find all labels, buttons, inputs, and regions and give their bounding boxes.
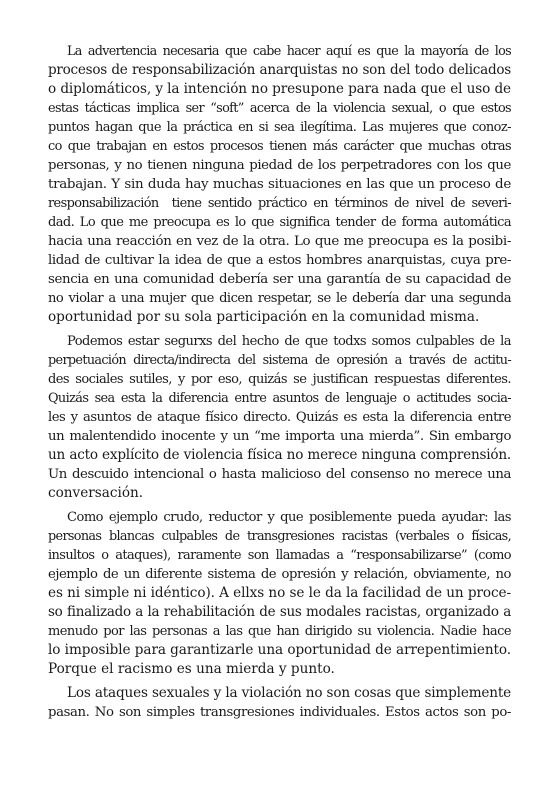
text-line: responsabilización tiene sentido práctico en términos de nivel de severi- xyxy=(48,196,511,211)
text-line: les y asuntos de ataque físico directo. Quizás es esta la diferencia entre xyxy=(48,410,511,425)
body-text xyxy=(48,42,511,722)
text-line: trabajan. Y sin duda hay muchas situaciones en las que un proceso de xyxy=(48,177,511,192)
text-line: un malentendido inocente y un “me importa una mierda”. Sin embargo xyxy=(48,429,511,444)
text-line: conversación. xyxy=(48,485,144,501)
text-line: puntos hagan que la práctica en si sea ilegítima. Las mujeres que conoz- xyxy=(48,120,511,135)
paragraph xyxy=(48,332,511,503)
text-line: des sociales sutiles, y por eso, quizás se justifican respuestas diferentes. xyxy=(48,372,511,387)
text-line: Podemos estar segurxs del hecho de que todxs somos culpables de la xyxy=(67,334,511,349)
text-line: Porque el racismo es una mierda y punto. xyxy=(48,661,335,677)
text-line: lo imposible para garantizarle una oportunidad de arrepentimiento. xyxy=(48,642,511,658)
text-line: no violar a una mujer que dicen respetar, se le debería dar una segunda xyxy=(48,291,511,306)
text-line: co que trabajan en estos procesos tienen más carácter que muchas otras xyxy=(48,139,511,154)
text-line: dad. Lo que me preocupa es lo que significa tender de forma automática xyxy=(48,215,511,230)
text-line: menudo por las personas a las que han dirigido su violencia. Nadie hace xyxy=(48,624,511,639)
text-line: so finalizado a la rehabilitación de sus modales racistas, organizado a xyxy=(48,604,511,620)
text-line: o diplomáticos, y la intención no presupone para nada que el uso de xyxy=(48,81,511,97)
text-line: es ni simple ni idéntico). A ellxs no se le da la facilidad de un proce- xyxy=(48,585,511,601)
text-line: Un descuido intencional o hasta malicioso del consenso no merece una xyxy=(48,467,511,482)
text-line: oportunidad por su sola participación en la comunidad misma. xyxy=(48,309,480,325)
text-line: Como ejemplo crudo, reductor y que posiblemente pueda ayudar: las xyxy=(67,510,511,525)
text-line: La advertencia necesaria que cabe hacer aquí es que la mayoría de los xyxy=(67,44,511,59)
text-line: ejemplo de un diferente sistema de opresión y relación, obviamente, no xyxy=(48,567,511,582)
text-line: pasan. No son simples transgresiones individuales. Estos actos son po- xyxy=(48,705,511,720)
text-line: un acto explícito de violencia física no merece ninguna comprensión. xyxy=(48,447,511,463)
text-line: Los ataques sexuales y la violación no son cosas que simplemente xyxy=(67,685,511,701)
text-line: Quizás sea esta la diferencia entre asuntos de lenguaje o actitudes socia- xyxy=(48,391,511,406)
text-line: procesos de responsabilización anarquistas no son del todo delicados xyxy=(48,62,511,78)
text-line: personas, y no tienen ninguna piedad de los perpetradores con los que xyxy=(48,158,511,173)
paragraph xyxy=(48,684,511,722)
text-line: estas tácticas implica ser “soft” acerca de la violencia sexual, o que estos xyxy=(48,101,511,116)
text-line: perpetuación directa/indirecta del sistema de opresión a través de actitu- xyxy=(48,353,511,368)
paragraph xyxy=(48,508,511,679)
text-line: lidad de cultivar la idea de que a estos hombres anarquistas, cuya pre- xyxy=(48,253,511,268)
text-line: sencia en una comunidad debería ser una garantía de su capacidad de xyxy=(48,272,511,287)
text-line: insultos o ataques), raramente son llamadas a “responsabilizarse” (como xyxy=(48,548,511,563)
text-line: hacia una reacción en vez de la otra. Lo que me preocupa es la posibi- xyxy=(48,234,511,249)
paragraph xyxy=(48,42,511,327)
text-line: personas blancas culpables de transgresiones racistas (verbales o físicas, xyxy=(48,529,511,544)
